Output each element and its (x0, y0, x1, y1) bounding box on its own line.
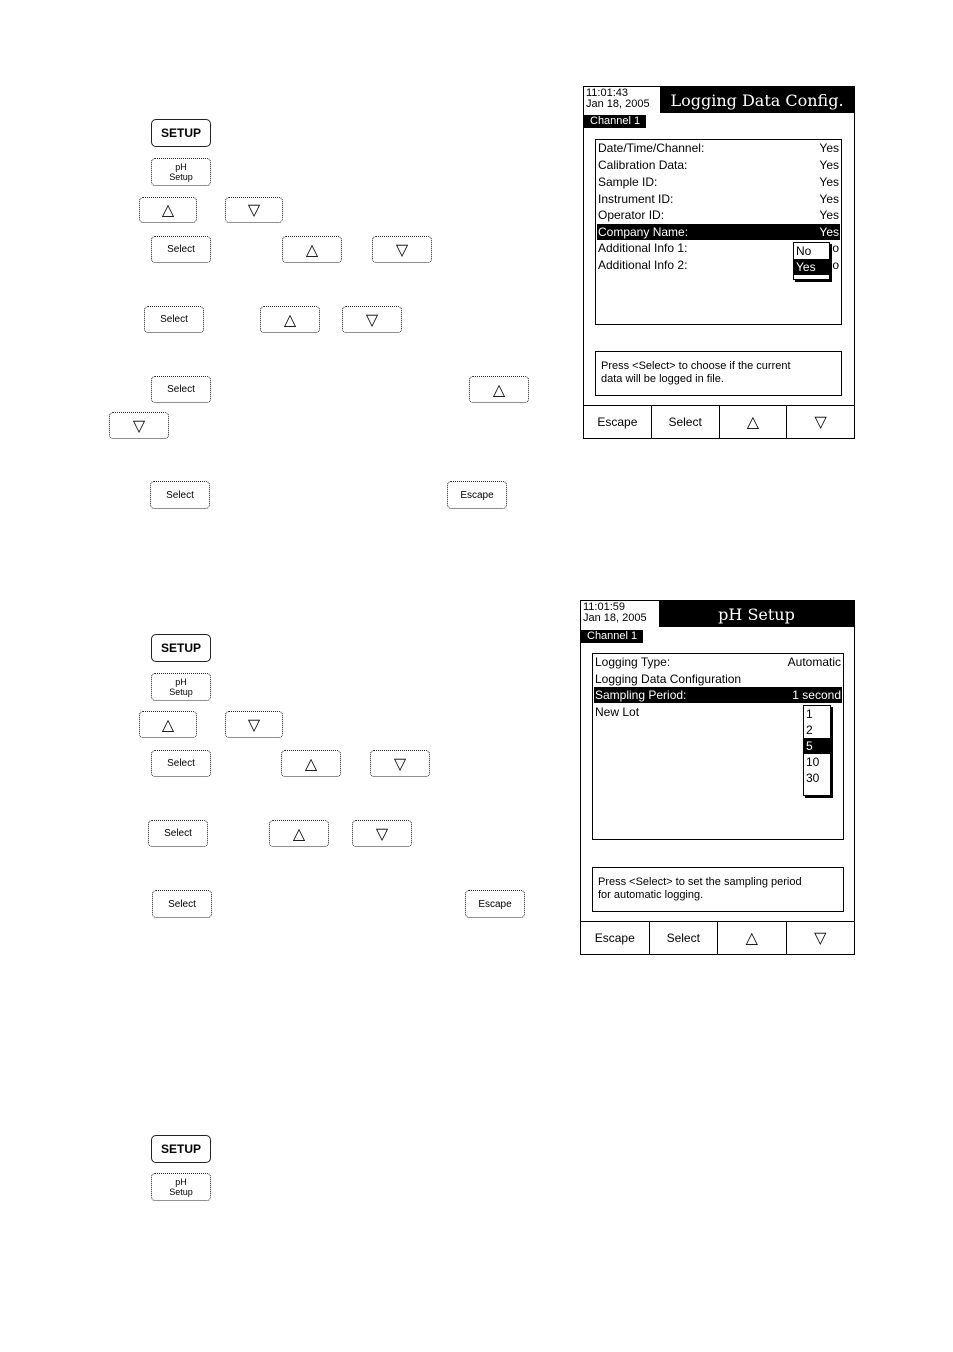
up-arrow-key[interactable] (269, 820, 329, 847)
up-arrow-icon: △ (283, 311, 297, 329)
up-arrow-key[interactable] (139, 197, 197, 223)
escape-key[interactable]: Escape (447, 481, 507, 509)
help-text-box: Press <Select> to choose if the current data will be logged in file. (595, 351, 842, 396)
down-arrow-icon: ▽ (132, 417, 146, 435)
down-arrow-icon: ▽ (814, 930, 827, 947)
up-arrow-icon: △ (746, 414, 760, 431)
up-arrow-key[interactable] (469, 376, 529, 403)
screen-title: Logging Data Config. (660, 87, 854, 113)
option-row[interactable]: Logging Type: Automatic (595, 655, 841, 669)
setup-key[interactable]: SETUP (151, 634, 211, 662)
clock-display: 11:01:59 Jan 18, 2005 (583, 601, 647, 624)
yes-no-dropdown[interactable] (793, 242, 830, 280)
dropdown-option-selected[interactable]: 5 (804, 738, 830, 754)
select-key[interactable]: Select (144, 306, 204, 333)
ph-setup-screen (580, 600, 855, 955)
down-arrow-icon: ▽ (365, 311, 379, 329)
ph-setup-key[interactable]: pH Setup (151, 158, 211, 186)
option-row-selected[interactable]: Sampling Period: 1 second (595, 688, 841, 702)
option-row[interactable]: Logging Data Configuration (595, 672, 742, 686)
up-arrow-icon: △ (304, 755, 318, 773)
down-arrow-key[interactable] (225, 197, 283, 223)
softkey-bar (581, 921, 854, 954)
down-arrow-icon: ▽ (247, 202, 261, 219)
up-arrow-key[interactable] (281, 750, 341, 777)
up-arrow-icon: △ (161, 202, 175, 219)
setup-key[interactable]: SETUP (151, 119, 211, 147)
dropdown-option[interactable]: 10 (806, 755, 820, 769)
option-row[interactable]: Calibration Data: Yes (598, 158, 839, 172)
dropdown-option[interactable]: 2 (806, 723, 813, 737)
escape-softkey[interactable]: Escape (581, 922, 650, 954)
clock-display: 11:01:43 Jan 18, 2005 (586, 87, 650, 110)
option-row-selected[interactable]: Company Name: Yes (598, 225, 839, 239)
escape-softkey[interactable]: Escape (584, 406, 652, 438)
down-arrow-key[interactable] (109, 412, 169, 439)
option-row[interactable]: Date/Time/Channel: Yes (598, 141, 839, 155)
select-key[interactable]: Select (150, 481, 210, 509)
down-arrow-icon: ▽ (393, 755, 407, 773)
select-softkey[interactable]: Select (652, 406, 720, 438)
down-arrow-key[interactable] (342, 306, 402, 333)
up-arrow-key[interactable] (260, 306, 320, 333)
options-panel (595, 139, 842, 325)
up-arrow-icon: △ (305, 241, 319, 259)
up-arrow-icon: △ (292, 825, 306, 843)
sampling-period-dropdown[interactable] (803, 705, 831, 796)
option-row[interactable]: Sample ID: Yes (598, 175, 839, 189)
down-arrow-icon: ▽ (247, 716, 261, 734)
option-row[interactable]: Additional Info 2: o (598, 258, 839, 272)
up-arrow-key[interactable] (282, 236, 342, 263)
select-key[interactable]: Select (151, 376, 211, 403)
setup-key[interactable]: SETUP (151, 1135, 211, 1163)
down-arrow-icon: ▽ (375, 825, 389, 843)
option-row[interactable]: Additional Info 1: o (598, 241, 839, 255)
option-row[interactable]: Operator ID: Yes (598, 208, 839, 222)
dropdown-option-no[interactable]: No (796, 244, 812, 258)
dropdown-option[interactable]: 1 (806, 707, 813, 721)
options-panel (592, 653, 844, 840)
down-arrow-icon: ▽ (814, 414, 827, 431)
option-row[interactable]: Instrument ID: Yes (598, 192, 839, 206)
down-arrow-key[interactable] (372, 236, 432, 263)
up-arrow-key[interactable] (139, 711, 197, 738)
dropdown-option-yes[interactable]: Yes (794, 259, 829, 275)
down-arrow-icon: ▽ (395, 241, 409, 259)
select-key[interactable]: Select (148, 820, 208, 847)
select-softkey[interactable]: Select (650, 922, 719, 954)
dropdown-option[interactable]: 30 (806, 771, 820, 785)
down-softkey[interactable] (787, 922, 855, 954)
up-arrow-icon: △ (745, 930, 758, 947)
screen-title: pH Setup (659, 601, 854, 627)
up-arrow-icon: △ (161, 716, 175, 734)
up-arrow-icon: △ (492, 381, 506, 399)
softkey-bar (584, 405, 854, 438)
escape-key[interactable]: Escape (465, 890, 525, 918)
ph-setup-key[interactable]: pH Setup (151, 673, 211, 701)
channel-tab: Channel 1 (581, 630, 643, 643)
select-key[interactable]: Select (151, 236, 211, 263)
up-softkey[interactable] (720, 406, 788, 438)
ph-setup-key[interactable]: pH Setup (151, 1173, 211, 1201)
down-arrow-key[interactable] (370, 750, 430, 777)
option-row[interactable]: New Lot (595, 705, 640, 719)
select-key[interactable]: Select (151, 750, 211, 777)
down-softkey[interactable] (787, 406, 854, 438)
down-arrow-key[interactable] (352, 820, 412, 847)
logging-data-config-screen (583, 86, 855, 439)
down-arrow-key[interactable] (225, 711, 283, 738)
help-text-box: Press <Select> to set the sampling period for automatic logging. (592, 867, 844, 912)
select-key[interactable]: Select (152, 890, 212, 918)
up-softkey[interactable] (718, 922, 787, 954)
channel-tab: Channel 1 (584, 115, 646, 128)
